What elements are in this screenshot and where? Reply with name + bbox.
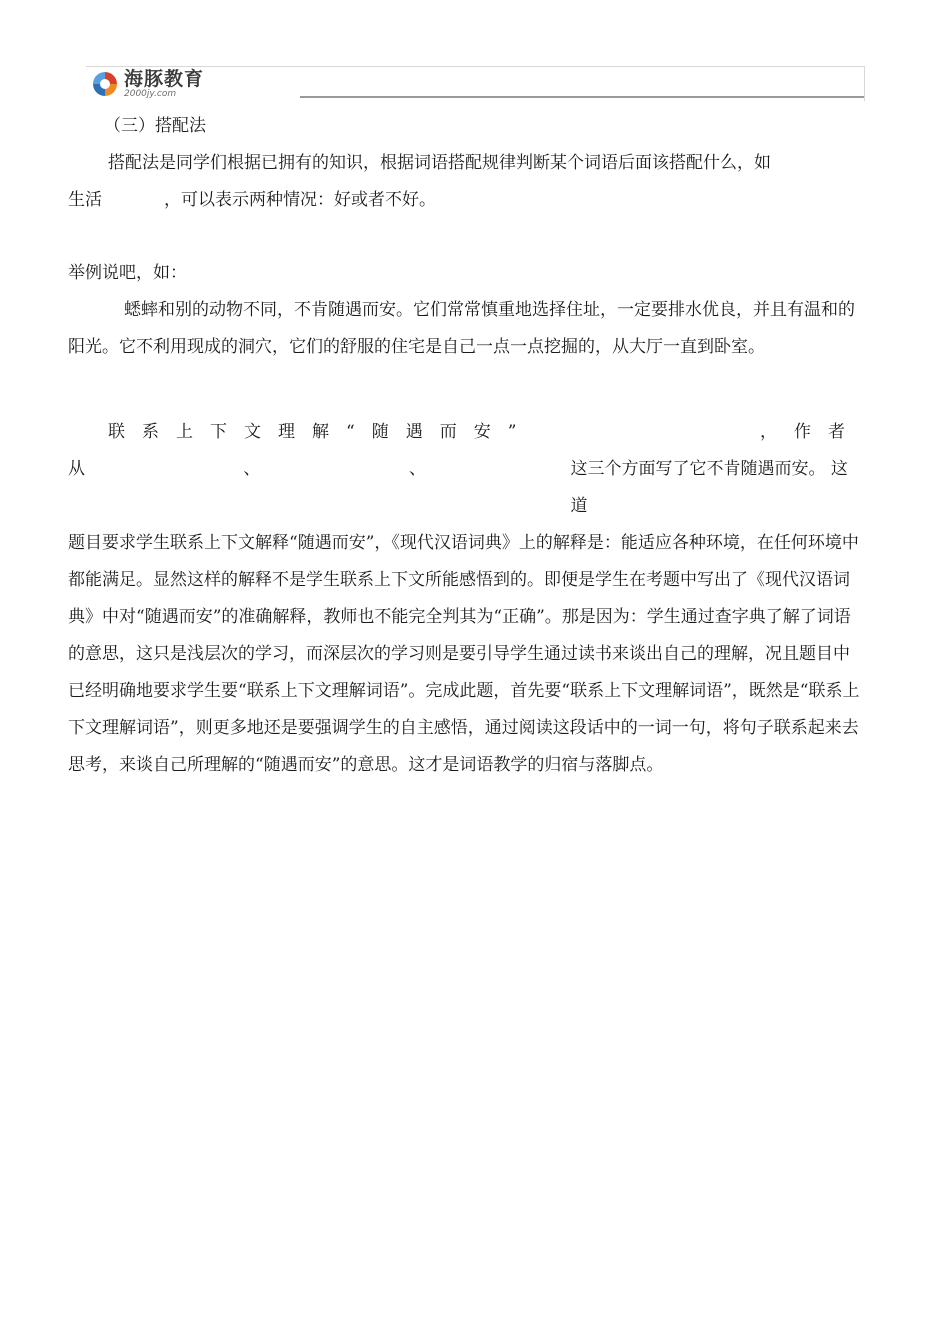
question-line: [68, 414, 862, 451]
section-title: （三）搭配法: [104, 116, 206, 136]
document-body: [68, 108, 862, 784]
answer-blank-2: [260, 451, 409, 525]
spacer: [68, 219, 862, 255]
analysis-body: 题目要求学生联系上下文解释“随遇而安”，《现代汉语词典》上的解释是：能适应各种环境，在任何环境中都能满足。显然这样的解释不是学生联系上下文所能感悟到的。即便是学生在考题中写出了《现代汉语词典》中对“随遇而安”的准确解释，教师也不能完全判其为“正确”。那是因为：学生通过查字典了解了词语的意思，这只是浅层次的学习，而深层次的学习则是要引导学生通过读书来谈出自己的理解，况且题目中已经明确地要求学生要“联系上下文理解词语”。完成此题，首先要“联系上下文理解词语”，既然是“联系上下文理解词语”，则更多地还是要强调学生的自主感悟，通过阅读这段话中的一词一句，将句子联系起来去思考，来谈自己所理解的“随遇而安”的意思。这才是词语教学的归宿与落脚点。: [68, 533, 860, 775]
answer-blank-1: [85, 451, 243, 525]
intro-line-2: [68, 182, 862, 219]
separator-2: 、: [408, 459, 426, 479]
header-rule: [300, 96, 864, 98]
answer-blank-3: [426, 451, 571, 525]
line-tail: 这三个方面写了它不肯随遇而安。 这道: [570, 459, 848, 516]
from-word: 从: [68, 459, 85, 479]
question-text: 联系上下文理解“随遇而安”: [108, 422, 534, 442]
page-header: [86, 66, 865, 101]
logo-name: 海豚教育: [124, 67, 205, 90]
answer-blank-line: [68, 451, 862, 525]
intro-line-1: 搭配法是同学们根据已拥有的知识，根据词语搭配规律判断某个词语后面该搭配什么，如: [108, 153, 771, 173]
logo: [90, 69, 204, 99]
dolphin-logo-icon: [90, 69, 120, 99]
intro-word: 生活: [68, 190, 102, 210]
separator-1: 、: [243, 459, 261, 479]
logo-url: 2000jy.com: [124, 88, 177, 99]
spacer: [68, 366, 862, 414]
example-label: 举例说吧，如：: [68, 263, 187, 283]
intro-tail: ，可以表示两种情况：好或者不好。: [164, 190, 436, 210]
example-passage: 蟋蟀和别的动物不同，不肯随遇而安。它们常常慎重地选择住址，一定要排水优良，并且有温和的阳光。它不利用现成的洞穴，它们的舒服的住宅是自己一点一点挖掘的，从大厅一直到卧室。: [68, 300, 855, 357]
question-author: ，作者: [760, 422, 862, 442]
